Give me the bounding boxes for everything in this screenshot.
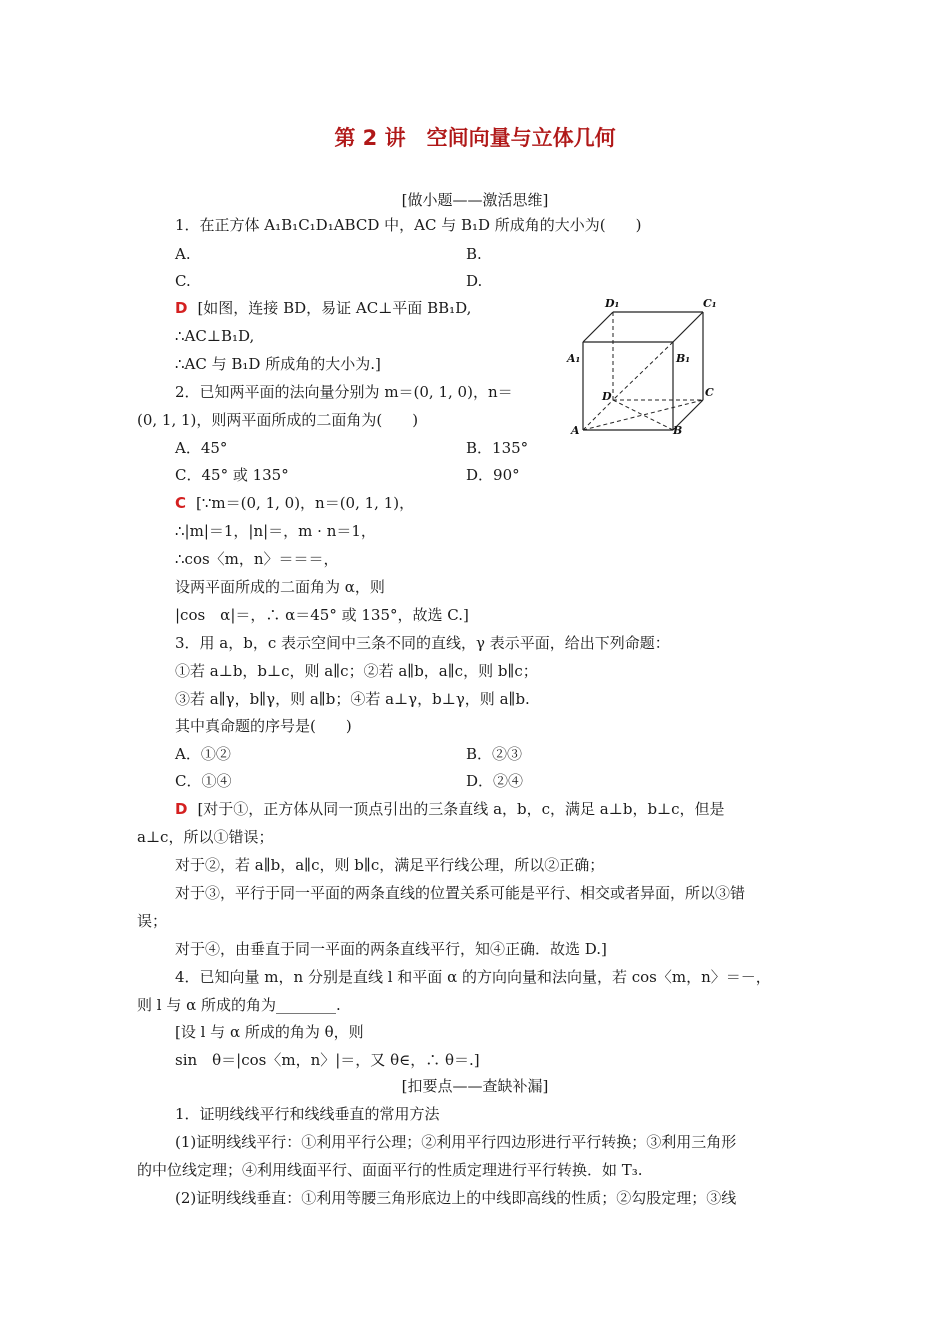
q1-solution-line: [175, 298, 471, 318]
q3-option-a: A．①②: [175, 745, 231, 763]
label-a1: A₁: [567, 352, 581, 365]
q2-solution-line: [175, 493, 414, 513]
q1-solution-line-3: ∴AC 与 B₁D 所成角的大小为.]: [175, 355, 381, 373]
cube-figure: [563, 292, 717, 442]
q2-solution-text: [∵m＝(0, 1, 0)，n＝(0, 1, 1)，: [196, 494, 415, 512]
q2-solution-line-4: 设两平面所成的二面角为 α，则: [175, 578, 385, 596]
q2-stem-1: 2．已知两平面的法向量分别为 m＝(0, 1, 0)，n＝: [175, 383, 513, 401]
q2-stem-2: (0, 1, 1)，则两平面所成的二面角为( ): [137, 411, 419, 429]
q2-option-c: C．45° 或 135°: [175, 466, 289, 484]
q1-solution-text: [如图，连接 BD，易证 AC⊥平面 BB₁D,: [197, 299, 472, 317]
q3-option-c: C．①④: [175, 772, 232, 790]
q1-option-a: A.: [175, 245, 191, 263]
label-a: A: [571, 424, 580, 437]
q3-solution-line-5: 误；: [137, 912, 168, 930]
q4-stem-2: 则 l 与 α 所成的角为________.: [137, 996, 341, 1014]
q4-solution-line-1: [设 l 与 α 所成的角为 θ，则: [175, 1023, 364, 1041]
q1-stem: 1．在正方体 A₁B₁C₁D₁ABCD 中，AC 与 B₁D 所成角的大小为( ): [175, 216, 642, 234]
q3-stem-1: 3．用 a，b，c 表示空间中三条不同的直线，γ 表示平面，给出下列命题：: [175, 634, 670, 652]
section-heading-keypoints: [扣要点——查缺补漏]: [401, 1077, 549, 1095]
point-1-line-2: 的中位线定理；④利用线面平行、面面平行的性质定理进行平行转换．如 T₃.: [137, 1161, 643, 1179]
label-b: B: [673, 424, 683, 437]
q2-answer: C: [175, 494, 187, 512]
q3-solution-line: [175, 799, 725, 819]
q1-option-d: D.: [466, 272, 483, 290]
q3-solution-line-2: a⊥c，所以①错误；: [137, 828, 274, 846]
point-1-line-1: (1)证明线线平行：①利用平行公理；②利用平行四边形进行平行转换；③利用三角形: [175, 1133, 737, 1151]
q3-solution-line-3: 对于②，若 a∥b，a∥c，则 b∥c，满足平行线公理，所以②正确；: [175, 856, 605, 874]
section-heading-warmup: [做小题——激活思维]: [401, 191, 549, 209]
page-title: 第 2 讲 空间向量与立体几何: [334, 126, 616, 150]
q3-option-d: D．②④: [466, 772, 524, 790]
q2-solution-line-5: |cos α|＝，∴ α＝45° 或 135°，故选 C.]: [175, 606, 469, 624]
q3-solution-line-4: 对于③，平行于同一平面的两条直线的位置关系可能是平行、相交或者异面，所以③错: [175, 884, 746, 902]
q2-option-a: A．45°: [175, 439, 228, 457]
q3-solution-text: [对于①，正方体从同一顶点引出的三条直线 a，b，c，满足 a⊥b，b⊥c，但是: [197, 800, 725, 818]
label-c1: C₁: [703, 297, 717, 310]
q3-stem-4: 其中真命题的序号是( ): [175, 717, 352, 735]
q2-option-b: B．135°: [466, 439, 529, 457]
q2-solution-line-2: ∴|m|＝1，|n|＝，m · n＝1，: [175, 522, 376, 540]
q4-stem-1: 4．已知向量 m，n 分别是直线 l 和平面 α 的方向向量和法向量，若 cos〈m，n〉＝－，: [175, 968, 771, 986]
label-c: C: [705, 386, 714, 399]
q2-option-d: D．90°: [466, 466, 520, 484]
q3-option-b: B．②③: [466, 745, 523, 763]
q1-option-c: C.: [175, 272, 191, 290]
q3-solution-line-6: 对于④，由垂直于同一平面的两条直线平行，知④正确．故选 D.]: [175, 940, 607, 958]
label-b1: B₁: [676, 352, 691, 365]
q4-solution-line-2: sin θ＝|cos〈m，n〉|＝，又 θ∈，∴ θ＝.]: [175, 1051, 480, 1069]
q3-stem-2: ①若 a⊥b，b⊥c，则 a∥c；②若 a∥b，a∥c，则 b∥c；: [175, 662, 538, 680]
q3-answer: D: [175, 800, 188, 818]
q3-stem-3: ③若 a∥γ，b∥γ，则 a∥b；④若 a⊥γ，b⊥γ，则 a∥b.: [175, 690, 530, 708]
label-d: D: [602, 390, 612, 403]
point-1-line-3: (2)证明线线垂直：①利用等腰三角形底边上的中线即高线的性质；②勾股定理；③线: [175, 1189, 737, 1207]
label-d1: D₁: [605, 297, 620, 310]
q2-solution-line-3: ∴cos〈m，n〉＝＝＝，: [175, 550, 339, 568]
q1-option-b: B.: [466, 245, 482, 263]
q1-solution-line-2: ∴AC⊥B₁D,: [175, 327, 255, 345]
point-1-heading: 1．证明线线平行和线线垂直的常用方法: [175, 1105, 440, 1123]
q1-answer: D: [175, 299, 188, 317]
